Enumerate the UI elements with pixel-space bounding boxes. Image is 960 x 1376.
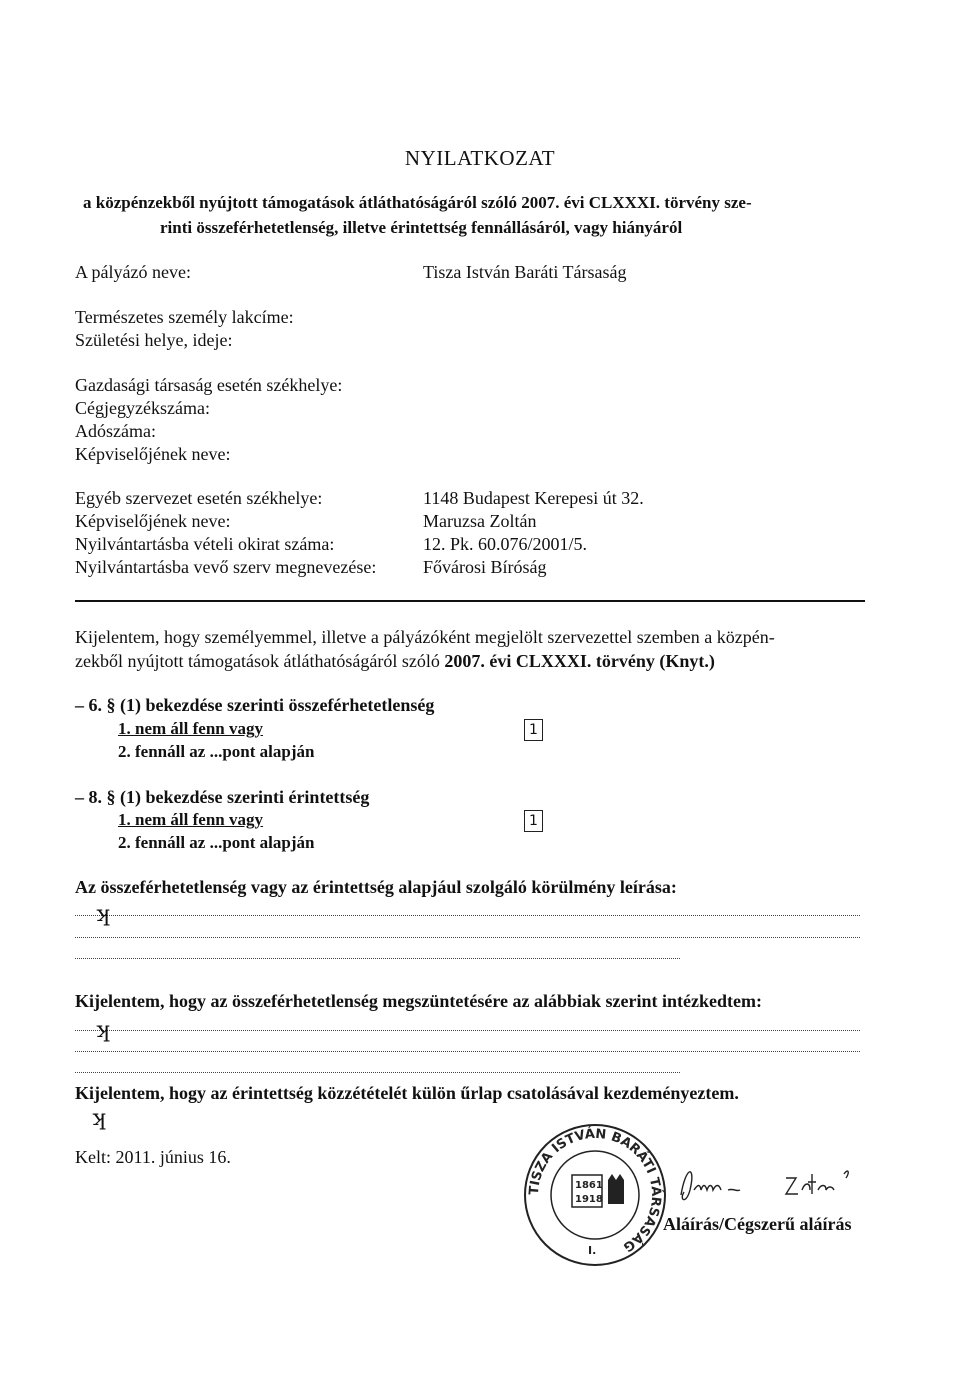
company-rep-label: Képviselőjének neve: [75,444,231,464]
subtitle-line2: rinti összeférhetetlenség, illetve érintettség fennállásáról, vagy hiányáról [160,218,683,237]
section6-option2: 2. fennáll az ...pont alapján [118,742,315,761]
company-tax-label: Adószáma: [75,421,156,441]
declaration-line1: Kijelentem, hogy személyemmel, illetve a pályázóként megjelölt szervezettel szemben a közpén- [75,627,775,647]
date-line: Kelt: 2011. június 16. [75,1147,231,1167]
doc-number-label: Nyilvántartásba vételi okirat száma: [75,534,335,554]
section6-heading: – 6. § (1) bekezdése szerinti összeférhetetlenség [75,695,435,715]
registrar-value: Fővárosi Bíróság [423,557,547,577]
measures-label: Kijelentem, hogy az összeférhetetlenség megszüntetésére az alábbiak szerint intézkedtem: [75,991,762,1011]
declaration-line2-bold: 2007. évi CLXXXI. törvény (Knyt.) [444,651,715,671]
doc-number-value: 12. Pk. 60.076/2001/5. [423,534,588,554]
company-seat-label: Gazdasági társaság esetén székhelye: [75,375,343,395]
signature-label: Aláírás/Cégszerű aláírás [663,1214,852,1234]
section8-checkbox[interactable]: 1 [524,810,543,832]
handwritten-strike-mark: ʞ [96,902,110,927]
section8-option1: 1. nem áll fenn vagy [118,810,263,829]
subtitle-line1: a közpénzekből nyújtott támogatások átláthatóságáról szóló 2007. évi CLXXXI. törvény sze- [83,193,752,212]
stamp-year-1861: 1861 [575,1180,603,1191]
other-rep-value: Maruzsa Zoltán [423,511,537,531]
stamp-year-1918: 1918 [575,1194,603,1205]
publication-label: Kijelentem, hogy az érintettség közzétételét külön űrlap csatolásával kezdeményeztem. [75,1083,739,1103]
separator-line [75,600,865,602]
document-title: NYILATKOZAT [404,146,556,170]
circumstance-label: Az összeférhetetlenség vagy az érintettség alapjául szolgáló körülmény leírása: [75,877,677,897]
circumstance-dotline-3[interactable] [75,958,680,959]
other-seat-value: 1148 Budapest Kerepesi út 32. [423,488,644,508]
company-reg-label: Cégjegyzékszáma: [75,398,210,418]
applicant-value: Tisza István Baráti Társaság [423,262,627,282]
svg-text:I.: I. [588,1244,597,1257]
circumstance-dotline-2[interactable] [75,937,860,938]
circumstance-dotline-1[interactable] [75,915,860,916]
svg-text:TISZA ISTVÁN BARÁTI TÁRSASÁG: TISZA ISTVÁN BARÁTI TÁRSASÁG [526,1126,664,1255]
handwritten-signature [676,1160,876,1210]
measures-dotline-3[interactable] [75,1072,680,1073]
applicant-label: A pályázó neve: [75,262,191,282]
handwritten-strike-mark: ʞ [92,1106,106,1131]
birth-label: Születési helye, ideje: [75,330,233,350]
section6-option1: 1. nem áll fenn vagy [118,719,263,738]
measures-dotline-2[interactable] [75,1051,860,1052]
section6-checkbox[interactable]: 1 [524,719,543,741]
section8-heading: – 8. § (1) bekezdése szerinti érintettség [75,787,370,807]
declaration-line2-normal: zekből nyújtott támogatások átláthatóságáról szóló [75,651,445,671]
organisation-stamp [520,1120,670,1270]
address-label: Természetes személy lakcíme: [75,307,294,327]
measures-dotline-1[interactable] [75,1030,860,1031]
declaration-line2 [75,651,715,672]
other-rep-label: Képviselőjének neve: [75,511,231,531]
handwritten-strike-mark: ʞ [96,1018,110,1043]
other-seat-label: Egyéb szervezet esetén székhelye: [75,488,323,508]
registrar-label: Nyilvántartásba vevő szerv megnevezése: [75,557,377,577]
section8-option2: 2. fennáll az ...pont alapján [118,833,315,852]
